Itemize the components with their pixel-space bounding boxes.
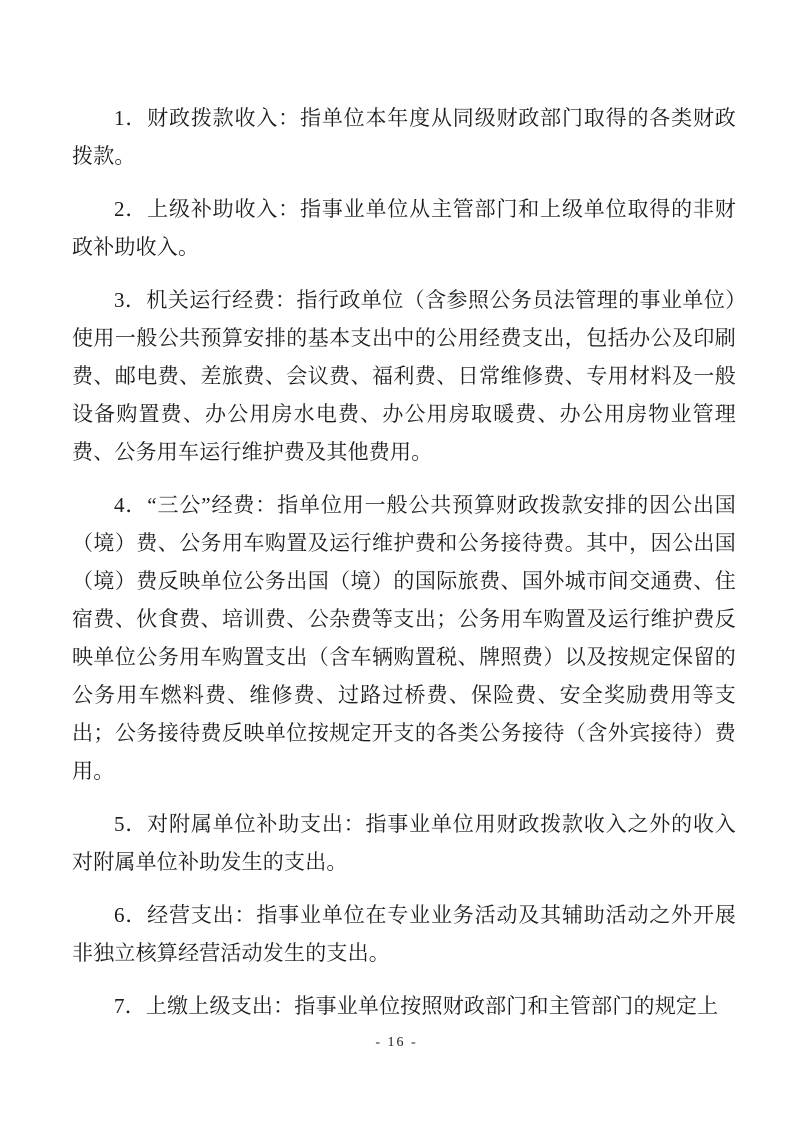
page-number: - 16 -: [375, 1035, 418, 1050]
definition-paragraph-5: 5．对附属单位补助支出：指事业单位用财政拨款收入之外的收入对附属单位补助发生的支出。: [72, 812, 736, 874]
document-body: [72, 99, 736, 1040]
definition-paragraph-3: 3．机关运行经费：指行政单位（含参照公务员法管理的事业单位）使用一般公共预算安排的基本支出中的公用经费支出，包括办公及印刷费、邮电费、差旅费、会议费、福利费、日常维修费、专用材料及一般设备购置费、办公用房水电费、办公用房取暖费、办公用房物业管理费、公务用车运行维护费及其他费用。: [72, 288, 736, 464]
definition-paragraph-2: 2．上级补助收入：指事业单位从主管部门和上级单位取得的非财政补助收入。: [72, 197, 736, 259]
definition-paragraph-4: 4．“三公”经费：指单位用一般公共预算财政拨款安排的因公出国（境）费、公务用车购置及运行维护费和公务接待费。其中，因公出国（境）费反映单位公务出国（境）的国际旅费、国外城市间交通费、住宿费、伙食费、培训费、公杂费等支出；公务用车购置及运行维护费反映单位公务用车购置支出（含车辆购置税、牌照费）以及按规定保留的公务用车燃料费、维修费、过路过桥费、保险费、安全奖励费用等支出；公务接待费反映单位按规定开支的各类公务接待（含外宾接待）费用。: [72, 493, 736, 783]
definition-paragraph-7: 7．上缴上级支出：指事业单位按照财政部门和主管部门的规定上: [114, 994, 719, 1018]
definition-paragraph-1: 1．财政拨款收入：指单位本年度从同级财政部门取得的各类财政拨款。: [72, 106, 736, 168]
definition-paragraph-6: 6．经营支出：指事业单位在专业业务活动及其辅助活动之外开展非独立核算经营活动发生的支出。: [72, 903, 736, 965]
